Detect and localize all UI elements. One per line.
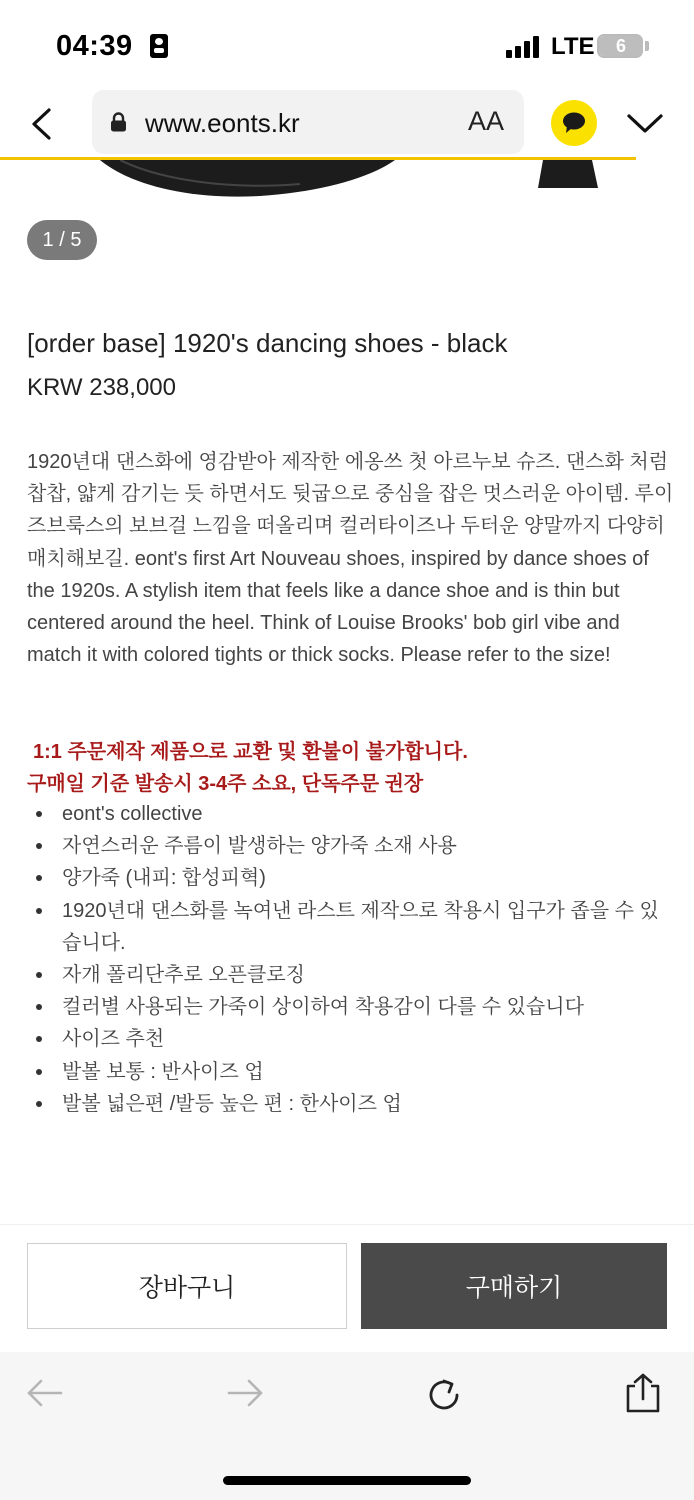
battery-level: 6 <box>599 36 643 56</box>
chevron-down-icon[interactable] <box>627 114 663 139</box>
list-item: 사이즈 추천 <box>27 1023 667 1055</box>
purchase-bar <box>0 1224 694 1352</box>
product-description: 1920년대 댄스화에 영감받아 제작한 에옹쓰 첫 아르누보 슈즈. 댄스화 처럼 찹찹, 얇게 감기는 듯 하면서도 뒷굽으로 중심을 잡은 멋스러운 아이템. 루이즈브룩스의 보브걸 느낌을 떠올리며 컬러타이즈나 두터운 양말까지 다양히 매치해보길. eont's first Art Nouveau shoes, inspired by dance shoes of the 1920s. A stylish item that feels like a dance shoe and is thin but centered around the heel. Think of Louise Brooks' bob girl vibe and match it with colored tights or thick socks. Please refer to the size! <box>27 451 674 667</box>
url-text: www.eonts.kr <box>145 108 300 138</box>
home-indicator <box>223 1476 471 1485</box>
list-item: 발볼 보통 : 반사이즈 업 <box>27 1056 667 1088</box>
text-size-button[interactable]: AA <box>468 106 505 136</box>
chevron-left-icon[interactable] <box>30 108 52 140</box>
product-title: [order base] 1920's dancing shoes - black <box>27 328 508 358</box>
status-bar <box>0 0 694 90</box>
feature-list <box>27 798 667 1120</box>
battery-tip <box>645 41 649 51</box>
arrow-left-icon[interactable] <box>26 1378 64 1413</box>
order-notice <box>27 736 667 800</box>
list-item: 발볼 넓은편 /발등 높은 편 : 한사이즈 업 <box>27 1088 667 1120</box>
lock-icon <box>110 112 127 132</box>
list-item: 자연스러운 주름이 발생하는 양가죽 소재 사용 <box>27 830 667 862</box>
url-field[interactable] <box>92 90 524 154</box>
browser-toolbar <box>0 1352 694 1500</box>
arrow-right-icon[interactable] <box>226 1378 264 1413</box>
list-item: 양가죽 (내피: 합성피혁) <box>27 862 667 894</box>
notice-line-1: 1:1 주문제작 제품으로 교환 및 환불이 불가합니다. <box>33 741 468 763</box>
buy-now-button[interactable]: 구매하기 <box>361 1243 667 1329</box>
share-icon[interactable] <box>624 1372 662 1419</box>
signal-icon <box>506 36 542 58</box>
reload-icon[interactable] <box>425 1376 463 1419</box>
list-item: 컬러별 사용되는 가죽이 상이하여 착용감이 다를 수 있습니다 <box>27 991 667 1023</box>
product-image[interactable] <box>0 160 694 200</box>
add-to-cart-button[interactable]: 장바구니 <box>27 1243 347 1329</box>
id-card-icon <box>150 34 168 58</box>
list-item: eont's collective <box>27 798 667 830</box>
gallery-page-indicator: 1 / 5 <box>27 220 97 260</box>
battery-icon <box>597 34 643 58</box>
kakao-chat-icon[interactable] <box>551 100 597 146</box>
notice-line-2: 구매일 기준 발송시 3-4주 소요, 단독주문 권장 <box>27 773 424 795</box>
list-item: 자개 폴리단추로 오픈클로징 <box>27 959 667 991</box>
network-type: LTE <box>551 33 595 60</box>
list-item: 1920년대 댄스화를 녹여낸 라스트 제작으로 착용시 입구가 좁을 수 있습니다. <box>27 895 667 959</box>
status-time: 04:39 <box>56 30 133 62</box>
product-price: KRW 238,000 <box>27 374 176 401</box>
browser-address-bar <box>0 90 694 160</box>
